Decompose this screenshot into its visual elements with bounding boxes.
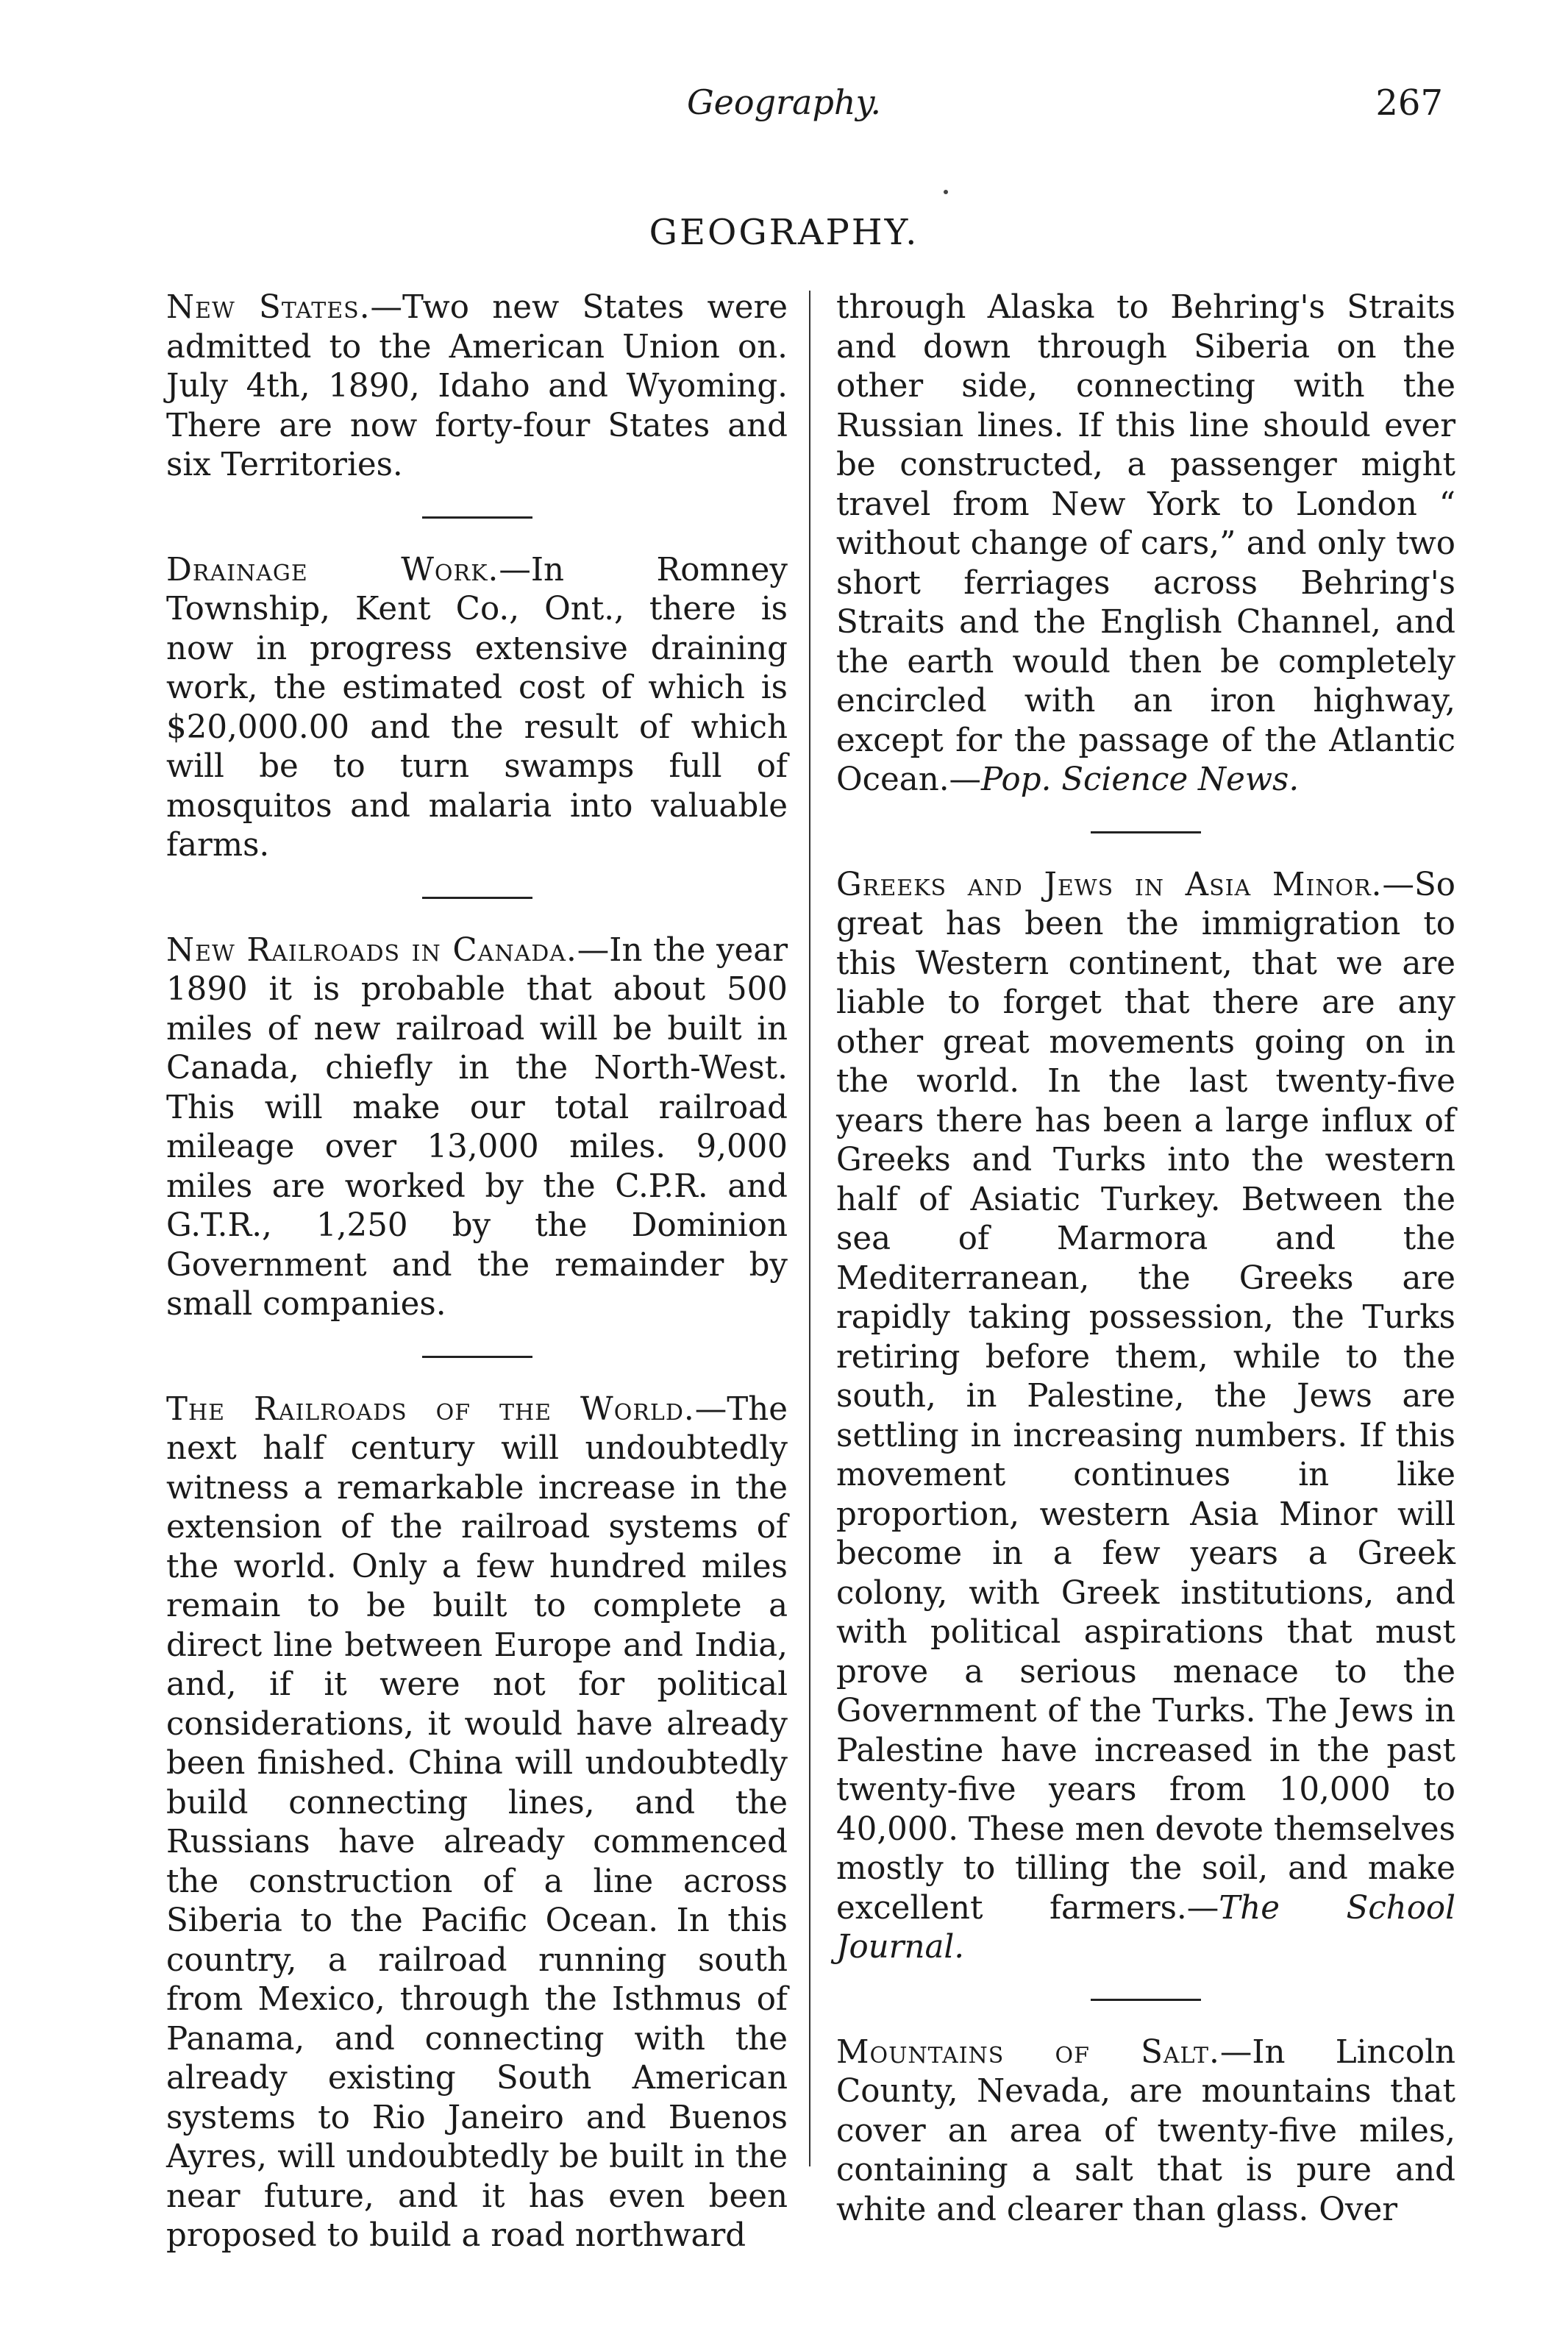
separator-rule [422, 516, 532, 519]
article-railroads-world-continued [836, 288, 1455, 800]
section-title: GEOGRAPHY. [649, 212, 919, 253]
article-paragraph [836, 288, 1455, 800]
article-greeks-jews [836, 866, 1455, 1968]
article-body: —In Lincoln County, Nevada, are mountains that cover an area of twenty-five miles, containing a salt that is pure and white and clearer than glass. Over [836, 2033, 1456, 2228]
article-mountains-salt [836, 2033, 1455, 2230]
left-column [166, 288, 788, 2256]
article-new-railroads-canada [166, 931, 788, 1325]
right-column [836, 288, 1455, 2230]
article-paragraph [166, 1390, 788, 2256]
article-paragraph [836, 2033, 1455, 2230]
article-body: —In Romney Township, Kent Co., Ont., there is now in progress extensive draining work, the estimated cost of which is $20,000.00 and the result of which will be to turn swamps full of mosquitos and malaria into valuable farms. [166, 551, 788, 864]
article-heading: Mountains of Salt. [836, 2033, 1220, 2071]
article-paragraph [166, 288, 788, 486]
article-railroads-world [166, 1390, 788, 2256]
running-head [0, 82, 1568, 141]
separator-rule [1091, 1999, 1201, 2001]
article-paragraph [166, 551, 788, 866]
article-new-states [166, 288, 788, 486]
dot-ornament [944, 190, 948, 194]
article-source: Pop. Science News. [981, 761, 1300, 798]
running-title: Geography. [686, 82, 882, 122]
separator-rule [1091, 831, 1201, 833]
article-heading: New Railroads in Canada. [166, 931, 577, 969]
article-heading: Greeks and Jews in Asia Minor. [836, 866, 1383, 903]
article-body: —In the year 1890 it is probable that about 500 miles of new railroad will be built in Canada, chiefly in the North-West. This will make our total railroad mileage over 13,000 miles. 9,000 miles are worked by the C.P.R. and G.T.R., 1,250 by the Dominion Government and the remainder by small companies. [166, 931, 788, 1323]
article-paragraph [836, 866, 1455, 1968]
article-body: —Two new States were admitted to the American Union on. July 4th, 1890, Idaho and Wyoming. There are now forty-four States and six Territories. [166, 289, 788, 483]
separator-rule [422, 1356, 532, 1358]
article-heading: New States. [166, 289, 371, 326]
article-body: through Alaska to Behring's Straits and down through Siberia on the other side, connecting with the Russian lines. If this line should ever be constructed, a passenger might travel from New York to London “ without change of cars,” and only two short ferriages across Behring's Straits and the English Channel, and the earth would then be completely encircled with an iron highway, except for the passage of the Atlantic Ocean.— [836, 289, 1455, 798]
article-body: —So great has been the immigration to this Western continent, that we are liable to forget that there are any other great movements going on in the world. In the last twenty-five years there has been a large influx of Greeks and Turks into the western half of Asiatic Turkey. Between the sea of Marmora and the Mediterranean, the Greeks are rapidly taking possession, the Turks retiring before them, while to the south, in Palestine, the Jews are settling in increasing numbers. If this movement continues in like proportion, western Asia Minor will become in a few years a Greek colony, with Greek institutions, and with political aspirations that must prove a serious menace to the Government of the Turks. The Jews in Palestine have increased in the past twenty-five years from 10,000 to 40,000. These men devote themselves mostly to tilling the soil, and make excellent farmers.— [836, 866, 1455, 1927]
article-body: —The next half century will undoubtedly witness a remarkable increase in the extension of the railroad systems of the world. Only a few hundred miles remain to be built to complete a direct line between Europe and India, and, if it were not for political considerations, it would have already been finished. China will undoubtedly build connecting lines, and the Russians have already commenced the construction of a line across Siberia to the Pacific Ocean. In this country, a railroad running south from Mexico, through the Isthmus of Panama, and connecting with the already existing South American systems to Rio Janeiro and Buenos Ayres, will undoubtedly be built in the near future, and it has even been proposed to build a road northward [166, 1390, 788, 2254]
article-paragraph [166, 931, 788, 1325]
article-drainage-work [166, 551, 788, 866]
article-heading: The Railroads of the World. [166, 1390, 695, 1428]
separator-rule [422, 897, 532, 899]
column-rule [809, 291, 810, 2166]
article-source: The School Journal. [836, 1889, 1455, 1966]
page-number: 267 [1375, 82, 1443, 124]
article-heading: Drainage Work. [166, 551, 499, 589]
